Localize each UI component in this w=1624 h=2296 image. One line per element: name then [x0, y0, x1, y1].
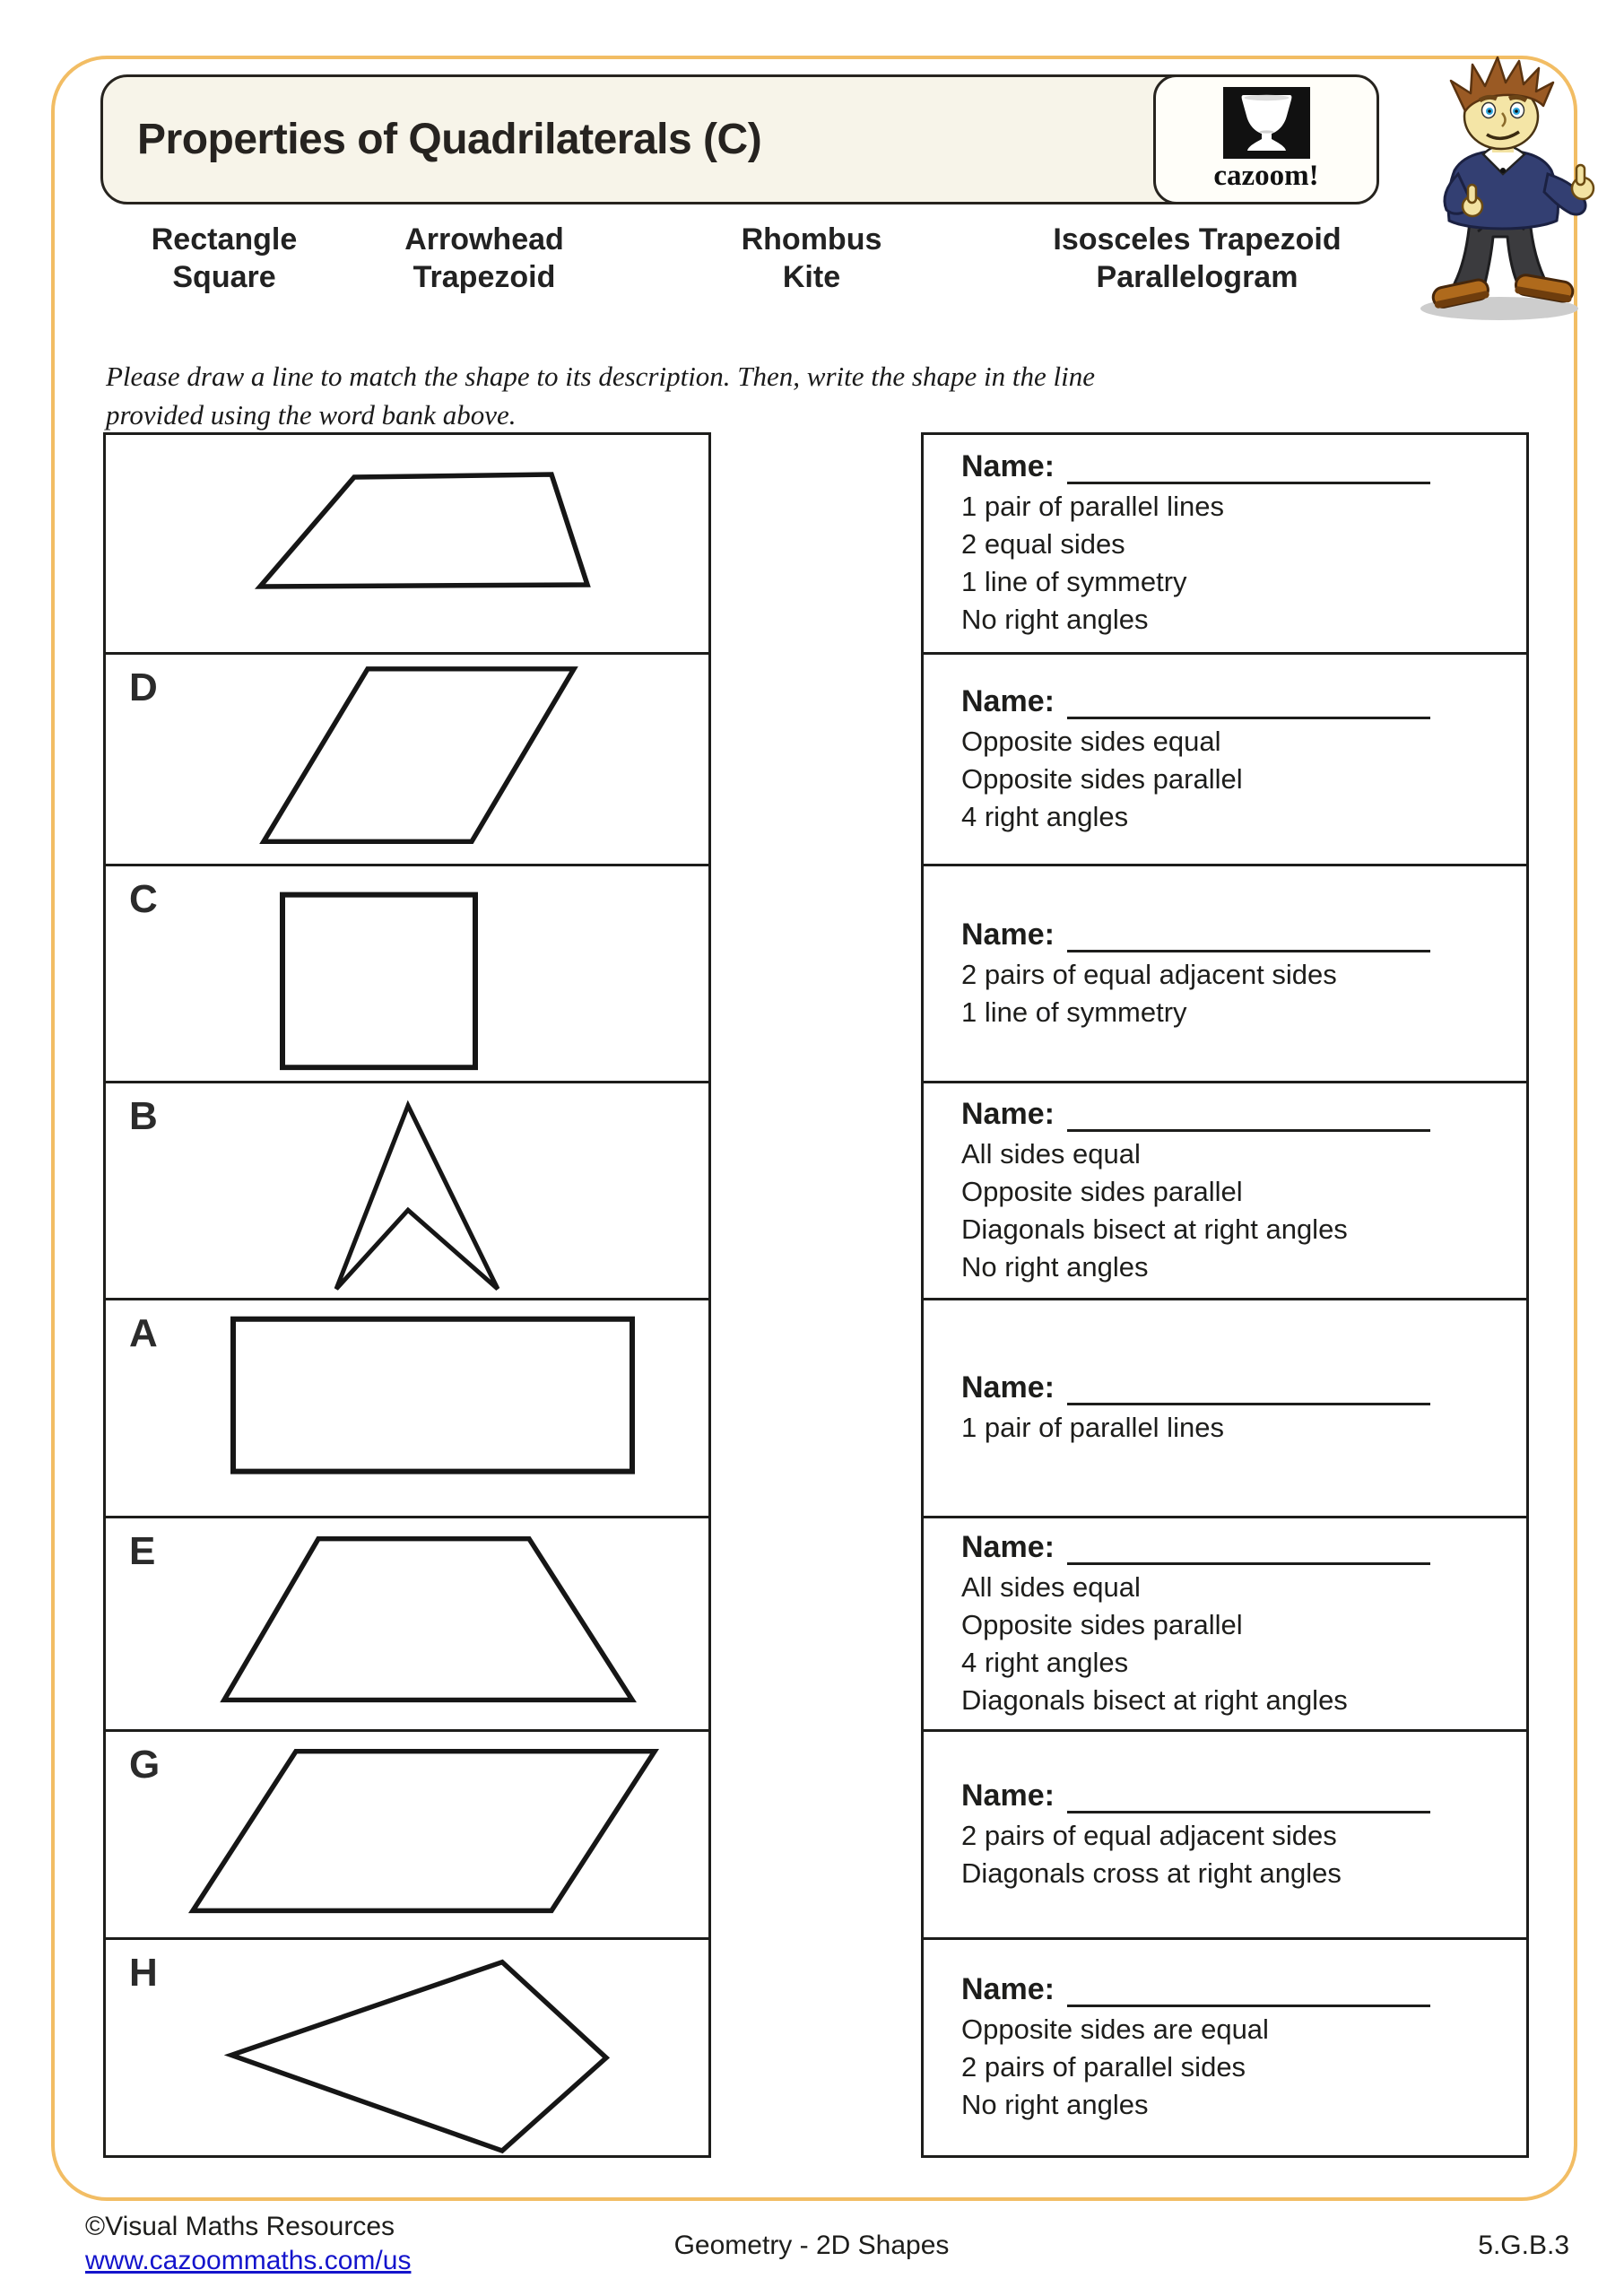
- property-line: No right angles: [961, 2089, 1149, 2120]
- arrowhead-shape: [106, 1083, 708, 1298]
- description-cell: [924, 652, 1526, 864]
- property-line: Opposite sides are equal: [961, 2013, 1269, 2045]
- rectangle-shape: [106, 1300, 708, 1516]
- property-line: 4 right angles: [961, 800, 1129, 832]
- description-cell: [924, 435, 1526, 652]
- word-bank-item: Arrowhead: [404, 222, 564, 257]
- page-title: Properties of Quadrilaterals (C): [137, 116, 762, 163]
- shape-letter: A: [129, 1311, 158, 1355]
- property-line: Diagonals bisect at right angles: [961, 1213, 1348, 1245]
- shape-letter: B: [129, 1094, 158, 1138]
- shape-letter: C: [129, 877, 158, 921]
- name-blank-line: [1067, 686, 1430, 719]
- name-label: Name:: [961, 1370, 1055, 1405]
- name-label: Name:: [961, 1778, 1055, 1813]
- shape-cell: [106, 1298, 708, 1516]
- shapes-table: [103, 432, 711, 2158]
- isosceles-trapezoid-shape: [106, 1518, 708, 1729]
- descriptions-table: [921, 432, 1529, 2158]
- logo-box: [1153, 74, 1379, 204]
- property-line: 2 pairs of parallel sides: [961, 2051, 1246, 2083]
- property-line: No right angles: [961, 604, 1149, 635]
- property-line: All sides equal: [961, 1570, 1141, 1603]
- description-cell: [924, 1729, 1526, 1937]
- instructions-line: provided using the word bank above.: [106, 399, 517, 430]
- property-line: All sides equal: [961, 1137, 1141, 1170]
- instructions-line: Please draw a line to match the shape to its description. Then, write the shape in the line: [106, 361, 1095, 392]
- trapezoid-shape: [106, 435, 708, 652]
- shape-cell: [106, 435, 708, 652]
- property-line: 1 pair of parallel lines: [961, 491, 1224, 522]
- name-label: Name:: [961, 1529, 1055, 1564]
- name-blank-line: [1067, 451, 1430, 484]
- logo-text: cazoom!: [1213, 159, 1319, 192]
- parallelogram-shape: [106, 1732, 708, 1937]
- word-bank-item: Kite: [782, 260, 841, 294]
- property-line: Opposite sides parallel: [961, 1608, 1243, 1640]
- property-line: Opposite sides parallel: [961, 762, 1243, 795]
- name-blank-line: [1067, 1099, 1430, 1132]
- square-shape: [106, 866, 708, 1081]
- property-line: 1 line of symmetry: [961, 566, 1187, 597]
- shape-cell: [106, 1937, 708, 2155]
- cazoom-goblet-icon: [1223, 87, 1310, 159]
- name-label: Name:: [961, 1096, 1055, 1131]
- property-line: 2 pairs of equal adjacent sides: [961, 1819, 1337, 1851]
- shape-cell: [106, 1516, 708, 1729]
- footer-copyright: ©Visual Maths Resources: [85, 2212, 395, 2241]
- description-cell: [924, 1937, 1526, 2155]
- description-cell: [924, 1516, 1526, 1729]
- property-line: 1 line of symmetry: [961, 996, 1187, 1028]
- property-line: Opposite sides equal: [961, 725, 1221, 757]
- word-bank-item: Trapezoid: [413, 260, 556, 294]
- name-label: Name:: [961, 1972, 1055, 2006]
- instructions: [106, 357, 1343, 434]
- property-line: Diagonals bisect at right angles: [961, 1683, 1348, 1716]
- shape-cell: [106, 1729, 708, 1937]
- description-cell: [924, 1298, 1526, 1516]
- name-label: Name:: [961, 917, 1055, 952]
- property-line: 4 right angles: [961, 1646, 1129, 1678]
- word-bank-item: Rhombus: [741, 222, 882, 257]
- word-bank-item: Parallelogram: [1096, 260, 1298, 294]
- name-blank-line: [1067, 919, 1430, 952]
- description-cell: [924, 864, 1526, 1081]
- word-bank-item: Isosceles Trapezoid: [1053, 222, 1342, 257]
- name-label: Name:: [961, 449, 1055, 483]
- name-blank-line: [1067, 1974, 1430, 2007]
- description-cell: [924, 1081, 1526, 1298]
- property-line: No right angles: [961, 1250, 1149, 1283]
- shape-cell: [106, 1081, 708, 1298]
- mascot-boy-illustration: [1392, 54, 1618, 325]
- footer-website-link[interactable]: www.cazoommaths.com/us: [85, 2246, 412, 2275]
- property-line: 2 pairs of equal adjacent sides: [961, 958, 1337, 990]
- name-blank-line: [1067, 1372, 1430, 1405]
- footer-standard-code: 5.G.B.3: [1478, 2231, 1569, 2260]
- property-line: Diagonals cross at right angles: [961, 1857, 1342, 1889]
- name-blank-line: [1067, 1532, 1430, 1565]
- name-blank-line: [1067, 1780, 1430, 1813]
- shape-letter: G: [129, 1743, 161, 1787]
- name-label: Name:: [961, 683, 1055, 718]
- footer-topic-label: Geometry - 2D Shapes: [673, 2231, 950, 2260]
- property-line: 2 equal sides: [961, 528, 1125, 560]
- word-bank-item: Rectangle: [151, 222, 298, 257]
- shape-cell: [106, 864, 708, 1081]
- shape-letter: H: [129, 1951, 158, 1995]
- word-bank-item: Square: [172, 260, 276, 294]
- kite-shape: [106, 1940, 708, 2155]
- property-line: 1 pair of parallel lines: [961, 1412, 1224, 1443]
- shape-letter: E: [129, 1529, 156, 1573]
- property-line: Opposite sides parallel: [961, 1175, 1243, 1207]
- shape-cell: [106, 652, 708, 864]
- shape-letter: D: [129, 665, 158, 709]
- parallelogram-shape: [106, 655, 708, 864]
